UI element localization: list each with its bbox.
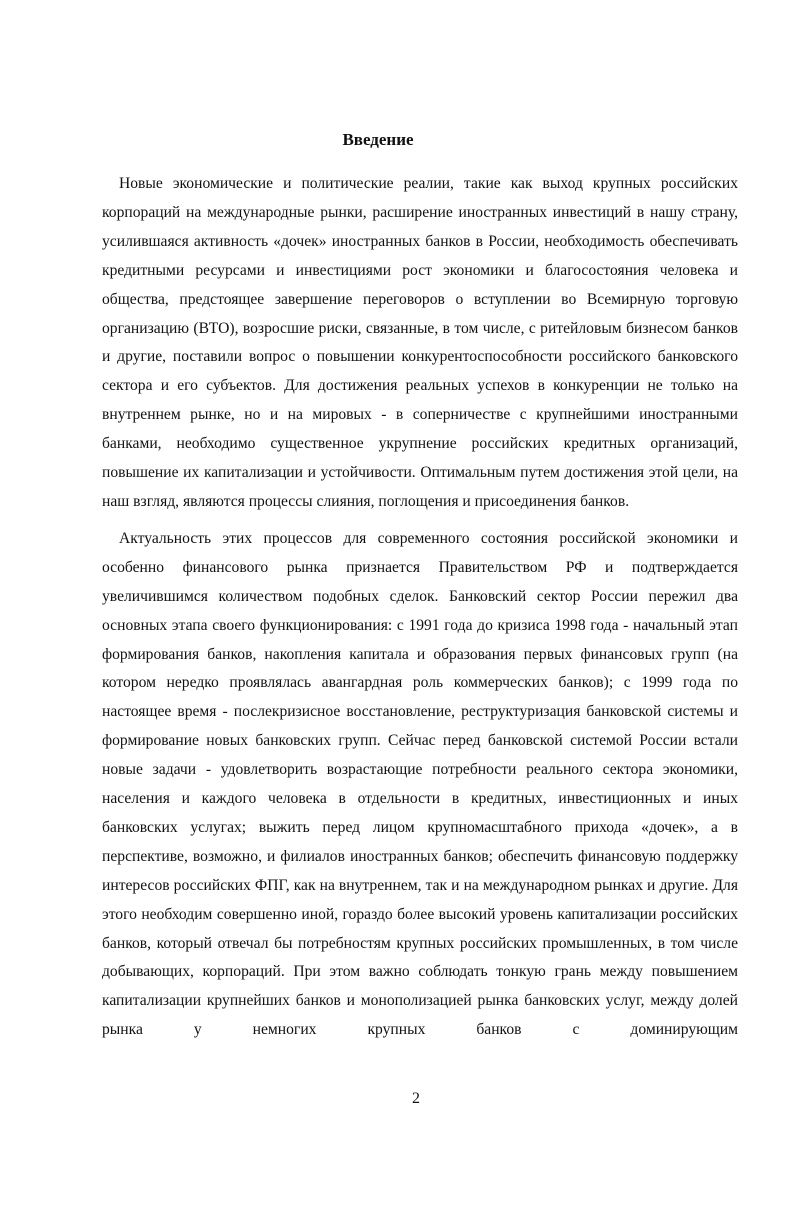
page-number: 2 <box>412 1090 420 1107</box>
paragraph-2: Актуальность этих процессов для современного состояния российской экономики и особенно финансового рынка признается Правительством РФ и подтверждается увеличившимся количеством подобных сделок. Банковский сектор России пережил два основных этапа своего функционирования: с 1991 года до кризиса 1998 года - начальный этап формирования банков, накопления капитала и образования первых финансовых групп (на котором нередко проявлялась авангардная роль коммерческих банков); с 1999 года по настоящее время - послекризисное восстановление, реструктуризация банковской системы и формирование новых банковских групп. Сейчас перед банковской системой России встали новые задачи - удовлетворить возрастающие потребности реального сектора экономики, населения и каждого человека в отдельности в кредитных, инвестиционных и иных банковских услугах; выжить перед лицом крупномасштабного прихода «дочек», а в перспективе, возможно, и филиалов иностранных банков; обеспечить финансовую поддержку интересов российских ФПГ, как на внутреннем, так и на международном рынках и другие. Для этого необходим совершенно иной, гораздо более высокий уровень капитализации российских банков, который отвечал бы потребностям крупных российских промышленных, в том числе добывающих, корпораций. При этом важно соблюдать тонкую грань между повышением капитализации крупнейших банков и монополизацией рынка банковских услуг, между долей рынка у немногих крупных банков с доминирующим <box>102 529 738 1039</box>
paragraph-1: Новые экономические и политические реалии, такие как выход крупных российских корпораций на международные рынки, расширение иностранных инвестиций в нашу страну, усилившаяся активность «дочек» иностранных банков в России, необходимость обеспечивать кредитными ресурсами и инвестициями рост экономики и благосостояния человека и общества, предстоящее завершение переговоров о вступлении во Всемирную торговую организацию (ВТО), возросшие риски, связанные, в том числе, с ритейловым бизнесом банков и другие, поставили вопрос о повышении конкурентоспособности российского банковского сектора и его субъектов. Для достижения реальных успехов в конкуренции не только на внутреннем рынке, но и на мировых - в соперничестве с крупнейшими иностранными банками, необходимо существенное укрупнение российских кредитных организаций, повышение их капитализации и устойчивости. Оптимальным путем достижения этой цели, на наш взгляд, являются процессы слияния, поглощения и присоединения банков. <box>102 175 738 510</box>
body-text <box>102 170 738 1053</box>
page-title: Введение <box>342 130 414 149</box>
